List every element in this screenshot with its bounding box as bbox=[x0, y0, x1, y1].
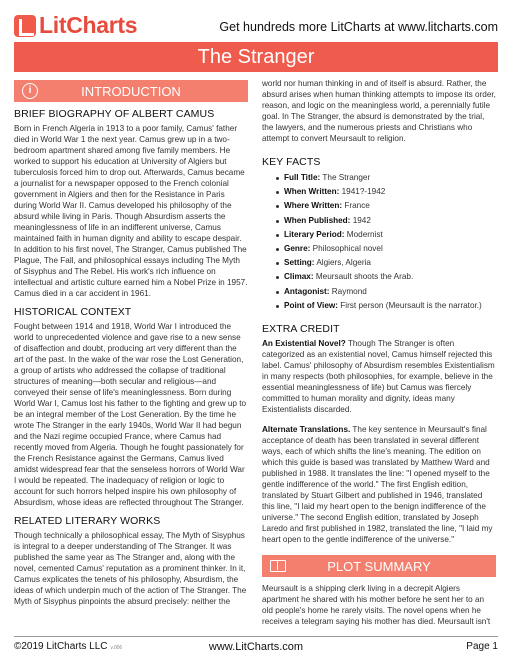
key-fact-item bbox=[276, 256, 496, 270]
extra-credit-paragraph-2 bbox=[262, 424, 496, 545]
fact-value: Philosophical novel bbox=[312, 244, 383, 254]
fact-value: 1942 bbox=[352, 215, 371, 225]
litcharts-logo-icon bbox=[14, 15, 36, 37]
key-facts-heading: KEY FACTS bbox=[262, 156, 321, 168]
header-tagline[interactable]: Get hundreds more LitCharts at www.litcharts.com bbox=[219, 20, 498, 34]
key-fact-item bbox=[276, 171, 496, 185]
fact-label: Point of View: bbox=[284, 300, 338, 310]
fact-value: First person (Meursault is the narrator.) bbox=[340, 300, 482, 310]
extra-credit-body: Though The Stranger is often categorized as an existential novel, Camus himself rejected this label. Camus' philosophy of Absurdism resembles Existentialism in many respects (both philosophies, for example, believe in the essential meaninglessness of life) but Camus was fiercely committed to human morality and dignity, ideas many Existentialists discarded. bbox=[262, 339, 495, 415]
extra-credit-lead: An Existential Novel? bbox=[262, 339, 346, 349]
key-fact-item bbox=[276, 185, 496, 199]
key-facts-list bbox=[276, 171, 496, 313]
fact-label: Literary Period: bbox=[284, 229, 345, 239]
introduction-heading: INTRODUCTION bbox=[81, 83, 181, 99]
extra-credit-heading: EXTRA CREDIT bbox=[262, 323, 340, 336]
related-works-continued: world nor human thinking in and of itself is absurd. Rather, the absurd arises when human thinking attempts to impose its order, reason, and logic on the meaningless world, a perennially futile goal. In The Stranger, the absurd is demonstrated by the trial, the lawyers, and the numerous priests and Christians who attempt to convert Meursault to religion. bbox=[262, 79, 496, 143]
related-works-heading: RELATED LITERARY WORKS bbox=[14, 515, 161, 527]
related-works-text: Though technically a philosophical essay, The Myth of Sisyphus is integral to a deeper understanding of The Stranger. It was published the same year as The Stranger and, along with the novel, cemented Camus' reputation as a prominent thinker. In it, Camus explicates the tenets of his philosophy, Absurdism, the ideas of which underpin much of the action of The Stranger. The Myth of Sisyphus pinpoints the absurd precisely: neither the bbox=[14, 531, 247, 606]
litcharts-logo[interactable] bbox=[14, 12, 137, 39]
fact-label: When Written: bbox=[284, 187, 340, 197]
key-fact-item bbox=[276, 242, 496, 256]
book-icon bbox=[270, 560, 286, 572]
extra-credit-body: The key sentence in Meursault's final acceptance of death has been translated in several different ways, each of which shifts the line's meaning. The edition on which this guide is based was translated by Matthew Ward and published in 1988. It translates the line: "I opened myself to the gentle indifference of the world." The first English edition, translated by Stuart Gilbert and published in 1946, translated this line, "I laid my heart open to the benign indifference of the universe." The second English edition, translated by Joseph Laredo and first published in 1982, translated the line, "I laid my heart open to the gentle indifference of the universe." bbox=[262, 425, 493, 545]
fact-label: Antagonist: bbox=[284, 286, 330, 296]
historical-context-text: Fought between 1914 and 1918, World War I introduced the world to unprecedented violence and gave rise to a new sense of disaffection and doubt, producing art very different than the art of the past. In the wake of the war rose the Lost Generation, a group of artists who addressed the collapse of traditional structures of meaning—both secular and religious—and conveyed their sense of life's meaninglessness. Born during World War I, Camus lost his father to the fighting and grew up to be an integral member of the Lost Generation. By the time he wrote The Stranger in the early 1940s, World War II had begun and the Nazi regime occupied France, where Camus had recently moved from Algeria. Though he fought passionately for the French Resistance against the Germans, Camus lived amidst widespread fear that the senseless horrors of World War I would be repeated. The inadequacy of religion or logic to account for such horrors helped inspire his own philosophy of Absurdism, whose ideas are reflected throughout The Stranger. bbox=[14, 322, 247, 507]
left-column bbox=[14, 80, 248, 607]
plot-summary-section-bar bbox=[262, 555, 496, 577]
plot-summary-text: Meursault is a shipping clerk living in a decrepit Algiers apartment he shared with his mother before he sent her to an old people's home he rarely visits. The novel opens when he receives a telegram saying his mother has died. Meursault isn't bbox=[262, 584, 491, 627]
fact-label: Genre: bbox=[284, 244, 311, 254]
historical-context-heading: HISTORICAL CONTEXT bbox=[14, 306, 132, 318]
fact-value: 1941?-1942 bbox=[341, 187, 386, 197]
fact-value: Algiers, Algeria bbox=[316, 258, 371, 268]
key-fact-item bbox=[276, 270, 496, 284]
page-footer bbox=[14, 636, 498, 654]
fact-value: Modernist bbox=[346, 229, 383, 239]
introduction-section-bar bbox=[14, 80, 248, 102]
fact-value: France bbox=[344, 201, 370, 211]
fact-label: When Published: bbox=[284, 215, 351, 225]
copyright-text: ©2019 LitCharts LLC bbox=[14, 641, 108, 652]
fact-value: The Stranger bbox=[322, 173, 371, 182]
page-header bbox=[14, 10, 498, 40]
plot-summary-heading: PLOT SUMMARY bbox=[327, 558, 431, 574]
fact-label: Setting: bbox=[284, 258, 315, 268]
fact-value: Meursault shoots the Arab. bbox=[315, 272, 414, 282]
key-fact-item bbox=[276, 199, 496, 213]
fact-label: Climax: bbox=[284, 272, 314, 282]
bio-heading: BRIEF BIOGRAPHY OF ALBERT CAMUS bbox=[14, 108, 215, 120]
key-fact-item bbox=[276, 214, 496, 228]
page-title: The Stranger bbox=[14, 42, 498, 72]
page-number: Page 1 bbox=[466, 641, 498, 652]
right-column bbox=[262, 78, 496, 627]
extra-credit-paragraph-1 bbox=[262, 338, 496, 415]
logo-text: LitCharts bbox=[39, 12, 138, 38]
key-fact-item bbox=[276, 285, 496, 299]
fact-label: Where Written: bbox=[284, 201, 343, 211]
fact-label: Full Title: bbox=[284, 173, 321, 182]
extra-credit-lead: Alternate Translations. bbox=[262, 425, 351, 435]
info-icon: i bbox=[22, 83, 38, 99]
key-fact-item bbox=[276, 228, 496, 242]
bio-text: Born in French Algeria in 1913 to a poor family, Camus' father died in World War 1 the next year. Camus grew up in a two-bedroom apartment shared among five family members. He worked to support his education at University of Algiers but tuberculosis forced him to drop out. Afterwards, Camus became a journalist for a newspaper opposed to the French colonial government in Algiers and then for the Resistance in Paris during World War II. Camus developed his philosophy of the absurd while living in Paris. Though Absurdism asserts the meaninglessness of life in an indifferent universe, Camus maintained faith in human dignity and ability to escape despair. In addition to his first novel, The Stranger, Camus published The Plague, The Fall, and philosophical essays including The Myth of Sisyphus and The Rebel. His work's rich influence on intellectual and artistic culture earned him a Nobel Prize in 1957. Camus died in a car accident in 1961. bbox=[14, 124, 248, 298]
key-fact-item bbox=[276, 299, 496, 313]
version-text: v.006 bbox=[110, 645, 123, 651]
footer-site-link[interactable]: www.LitCharts.com bbox=[208, 641, 304, 653]
fact-value: Raymond bbox=[331, 286, 367, 296]
